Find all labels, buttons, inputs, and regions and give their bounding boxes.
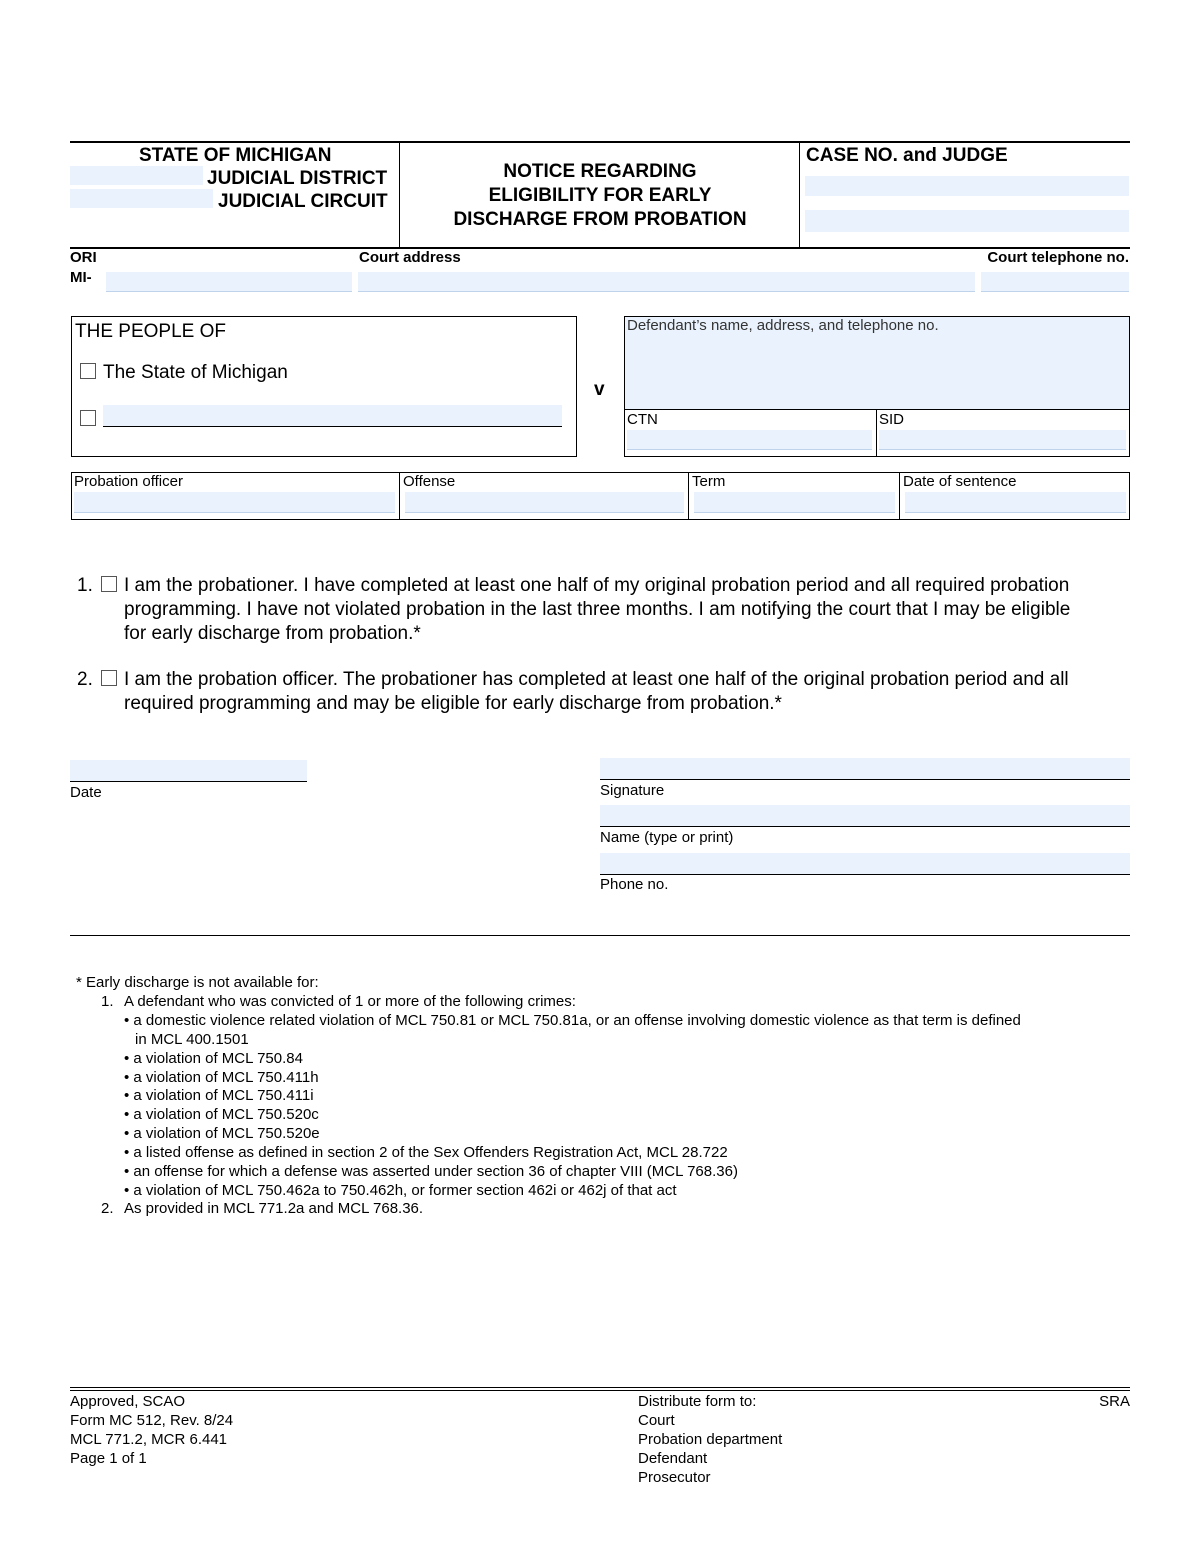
footnote-bullet-9: • a violation of MCL 750.462a to 750.462h, or former section 462i or 462j of that act [124,1182,677,1199]
statement-1-checkbox[interactable] [101,576,117,592]
form-code: SRA [1099,1393,1130,1410]
distribute-probation-department: Probation department [638,1431,783,1448]
footnote-bullet-1: • a domestic violence related violation of MCL 750.81 or MCL 750.81a, or an offense involving domestic violence as that term is defined [124,1012,1021,1029]
name-label: Name (type or print) [600,829,734,846]
statement-2-text [124,668,1130,716]
footnote-intro: * Early discharge is not available for: [76,974,319,991]
probation-officer-label: Probation officer [74,473,183,490]
distribute-defendant: Defendant [638,1450,708,1467]
judge-field[interactable] [805,210,1129,232]
judicial-circuit-label: JUDICIAL CIRCUIT [218,191,388,212]
footnote-bullet-3: • a violation of MCL 750.411h [124,1069,319,1086]
info-divider-2 [688,472,689,520]
term-label: Term [692,473,726,490]
distribute-court: Court [638,1412,675,1429]
ori-field[interactable] [106,272,352,292]
statement-2-line-2: required programming and may be eligible for early discharge from probation.* [124,693,782,714]
statement-1-line-1: I am the probationer. I have completed at least one half of my original probation period and all required probation [124,575,1070,596]
header-top-rule [70,141,1130,143]
footnote-bullet-2: • a violation of MCL 750.84 [124,1050,303,1067]
court-telephone-label: Court telephone no. [987,249,1129,266]
court-address-label: Court address [359,249,461,266]
other-party-field[interactable] [103,405,562,427]
form-title-line-3: DISCHARGE FROM PROBATION [453,209,747,230]
footnote-bullet-6: • a violation of MCL 750.520e [124,1125,320,1142]
case-no-field[interactable] [805,176,1129,196]
footer-form-number: Form MC 512, Rev. 8/24 [70,1412,234,1429]
people-of-label: THE PEOPLE OF [75,321,226,342]
other-party-checkbox[interactable] [80,410,96,426]
sid-field[interactable] [879,430,1126,450]
form-title-line-1: NOTICE REGARDING [503,161,697,182]
case-no-judge-label: CASE NO. and JUDGE [806,145,1008,166]
footnote-separator [70,935,1130,936]
footer-statutes: MCL 771.2, MCR 6.441 [70,1431,228,1448]
ori-label: ORI [70,249,97,266]
date-field[interactable] [70,760,307,782]
signature-field[interactable] [600,758,1130,780]
footnote-bullet-4: • a violation of MCL 750.411i [124,1087,314,1104]
statement-1-line-3: for early discharge from probation.* [124,623,421,644]
ctn-field[interactable] [627,430,872,450]
footer-rule-top [70,1387,1130,1388]
offense-label: Offense [403,473,456,490]
date-of-sentence-field[interactable] [905,492,1126,513]
date-label: Date [70,784,102,801]
info-divider-3 [899,472,900,520]
footer-rule-bottom [70,1390,1130,1391]
statement-2-line-1: I am the probation officer. The probationer has completed at least one half of the original probation period and all [124,669,1069,690]
footnote-item-1-number: 1. [101,993,114,1010]
distribute-label: Distribute form to: [638,1393,757,1410]
ctn-sid-divider [876,409,877,457]
signature-label: Signature [600,782,665,799]
footnote-bullet-8: • an offense for which a defense was asserted under section 36 of chapter VIII (MCL 768.36) [124,1163,738,1180]
judicial-district-label: JUDICIAL DISTRICT [207,168,388,189]
sid-label: SID [879,411,905,428]
footer-page-number: Page 1 of 1 [70,1450,147,1467]
versus-label: v [594,379,605,400]
state-of-michigan-checkbox[interactable] [80,363,96,379]
date-of-sentence-label: Date of sentence [903,473,1017,490]
footer-approved: Approved, SCAO [70,1393,186,1410]
ctn-label: CTN [627,411,658,428]
phone-field[interactable] [600,853,1130,875]
court-address-field[interactable] [358,272,975,292]
statement-2-checkbox[interactable] [101,670,117,686]
statement-1-line-2: programming. I have not violated probation in the last three months. I am notifying the court that I may be eligible [124,599,1071,620]
mi-prefix: MI- [70,269,92,286]
state-of-michigan-option-label: The State of Michigan [103,362,288,383]
statement-2-number: 2. [77,669,93,690]
footnote-bullet-7: • a listed offense as defined in section 2 of the Sex Offenders Registration Act, MCL 28.722 [124,1144,728,1161]
header-bottom-rule [70,247,1130,249]
district-field[interactable] [70,166,203,185]
term-field[interactable] [694,492,895,513]
distribute-prosecutor: Prosecutor [638,1469,711,1486]
defendant-field[interactable] [625,336,1129,409]
court-telephone-field[interactable] [981,272,1129,292]
offense-field[interactable] [405,492,684,513]
footnote-bullet-1-cont: in MCL 400.1501 [135,1031,249,1048]
footnote-item-1: A defendant who was convicted of 1 or more of the following crimes: [124,993,576,1010]
defendant-label: Defendant’s name, address, and telephone no. [627,317,939,334]
form-title [400,160,800,232]
statement-1-number: 1. [77,575,93,596]
statement-1-text [124,574,1130,646]
info-divider-1 [399,472,400,520]
state-of-michigan: STATE OF MICHIGAN [139,145,332,166]
footnote-item-2-number: 2. [101,1200,114,1217]
name-field[interactable] [600,805,1130,827]
probation-officer-field[interactable] [74,492,395,513]
form-title-line-2: ELIGIBILITY FOR EARLY [488,185,712,206]
footnote-bullet-5: • a violation of MCL 750.520c [124,1106,319,1123]
phone-label: Phone no. [600,876,669,893]
footnote-item-2: As provided in MCL 771.2a and MCL 768.36. [124,1200,424,1217]
circuit-field[interactable] [70,189,213,208]
